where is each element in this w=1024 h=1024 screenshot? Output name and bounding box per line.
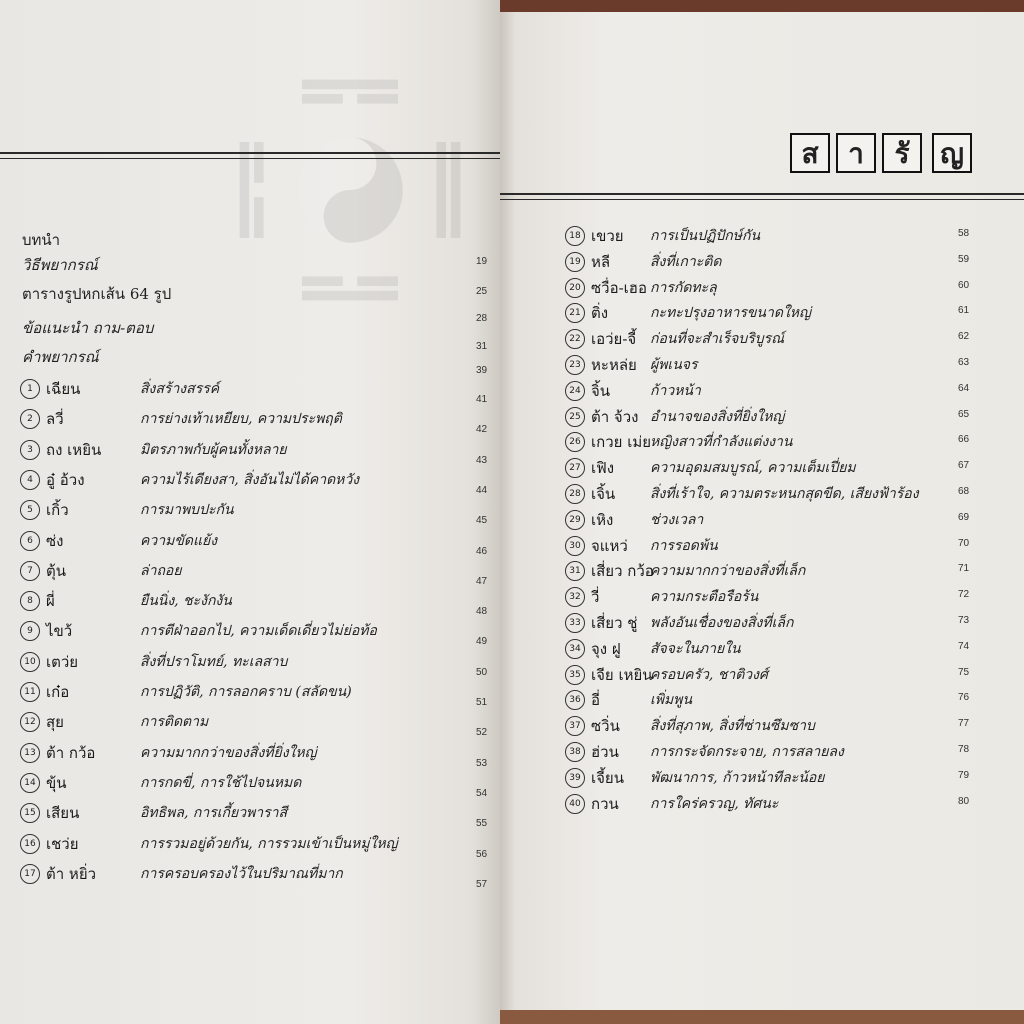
entry-name: ซวื่อ-เฮอ xyxy=(591,278,647,297)
page-number: 55 xyxy=(476,818,488,830)
page-number: 50 xyxy=(476,666,488,678)
entry-number-circle: 6 xyxy=(20,531,40,551)
toc-entry xyxy=(20,558,66,584)
entry-number-circle: 18 xyxy=(565,226,585,246)
page-number: 43 xyxy=(476,454,488,466)
toc-entry xyxy=(20,497,69,523)
entry-name: เฉียน xyxy=(46,380,81,398)
entry-name: ซวิ่น xyxy=(591,717,620,736)
page-number: 68 xyxy=(958,486,970,497)
page-number: 59 xyxy=(958,253,970,265)
entry-meaning: สัจจะในภายใน xyxy=(650,640,741,657)
entry-number-circle: 28 xyxy=(565,484,585,504)
intro-item: บทนำ xyxy=(22,231,61,249)
entry-number-circle: 23 xyxy=(565,355,585,375)
toc-entry xyxy=(20,467,85,493)
entry-number-circle: 10 xyxy=(20,652,40,672)
intro-item: วิธีพยากรณ์ xyxy=(22,256,98,274)
yin-yang-watermark xyxy=(230,70,470,310)
page-number: 57 xyxy=(476,878,488,890)
entry-name: สุย xyxy=(46,713,64,732)
toc-entry xyxy=(565,223,624,249)
entry-meaning: การครอบครองไว้ในปริมาณที่มาก xyxy=(140,865,343,882)
title-letter: ส xyxy=(790,133,830,173)
entry-number-circle: 38 xyxy=(565,742,585,762)
toc-entry xyxy=(20,861,96,887)
page-number: 60 xyxy=(958,279,970,291)
entry-name: ฮ่วน xyxy=(591,743,619,761)
entry-name: ตุ้น xyxy=(46,561,66,580)
entry-meaning: อำนาจของสิ่งที่ยิ่งใหญ่ xyxy=(650,408,785,425)
page-number: 54 xyxy=(476,787,488,799)
entry-name: ผี่ xyxy=(46,592,55,611)
toc-entry xyxy=(565,558,654,584)
entry-meaning: ก้าวหน้า xyxy=(650,382,701,399)
toc-entry xyxy=(565,584,599,610)
entry-name: อู๋ อ้วง xyxy=(46,470,85,489)
toc-entry xyxy=(565,507,613,533)
page-number: 47 xyxy=(476,575,488,587)
entry-meaning: การตีฝ่าออกไป, ความเด็ดเดี่ยวไม่ย่อท้อ xyxy=(140,623,377,640)
entry-name: จแหว่ xyxy=(591,536,628,555)
entry-number-circle: 36 xyxy=(565,690,585,710)
entry-number-circle: 5 xyxy=(20,500,40,520)
entry-number-circle: 13 xyxy=(20,743,40,763)
entry-meaning: การเป็นปฏิปักษ์กัน xyxy=(650,228,761,244)
page-number: 66 xyxy=(958,434,970,446)
entry-name: หะหล่ย xyxy=(591,356,637,374)
page-number: 65 xyxy=(958,408,970,420)
entry-meaning: พลังอันเชื่องของสิ่งที่เล็ก xyxy=(650,615,794,631)
entry-meaning: ความอุดมสมบูรณ์, ความเต็มเปี่ยม xyxy=(650,460,856,477)
entry-number-circle: 26 xyxy=(565,432,585,452)
entry-meaning: ความไร้เดียงสา, สิ่งอันไม่ได้คาดหวัง xyxy=(140,471,360,488)
entry-name: เจีย เหยิน xyxy=(591,665,653,684)
entry-name: จุง ฝู xyxy=(591,639,621,658)
entry-name: อี่ xyxy=(591,691,601,710)
toc-entry xyxy=(565,455,614,481)
entry-meaning: อิทธิพล, การเกี้ยวพาราสี xyxy=(140,805,288,822)
page-number: 41 xyxy=(476,394,488,405)
page-number: 58 xyxy=(958,228,970,239)
entry-number-circle: 2 xyxy=(20,409,40,429)
intro-item: ตารางรูปหกเส้น 64 รูป xyxy=(22,285,172,303)
entry-meaning: สิ่งที่เร้าใจ, ความตระหนกสุดขีด, เสียงฟ้าร้อง xyxy=(650,486,919,502)
entry-number-circle: 12 xyxy=(20,712,40,732)
page-number: 69 xyxy=(958,511,970,523)
entry-meaning: ยืนนิ่ง, ชะงักงัน xyxy=(140,593,232,610)
page-number: 62 xyxy=(958,331,970,343)
entry-name: จิ้น xyxy=(591,381,611,400)
page-number: 31 xyxy=(476,341,488,352)
entry-meaning: การกระจัดกระจาย, การสลายลง xyxy=(650,744,844,760)
entry-name: กวน xyxy=(591,794,619,813)
toc-entry xyxy=(20,709,64,735)
toc-entry xyxy=(20,800,79,826)
page-number: 80 xyxy=(958,795,970,807)
entry-name: เสี่ยว ชู่ xyxy=(591,614,638,632)
toc-entry xyxy=(20,437,101,463)
entry-number-circle: 39 xyxy=(565,768,585,788)
page-number: 25 xyxy=(476,286,488,297)
entry-number-circle: 14 xyxy=(20,773,40,793)
entry-name: ไขว้ xyxy=(46,622,73,641)
entry-number-circle: 22 xyxy=(565,329,585,349)
page-number: 76 xyxy=(958,692,970,704)
entry-number-circle: 4 xyxy=(20,470,40,490)
entry-meaning: ความกระตือรือร้น xyxy=(650,589,759,606)
entry-meaning: หญิงสาวที่กำลังแต่งงาน xyxy=(650,434,793,451)
toc-entry xyxy=(565,610,637,636)
toc-entry xyxy=(20,649,78,675)
entry-meaning: สิ่งสร้างสรรค์ xyxy=(140,381,220,397)
entry-name: ติ่ง xyxy=(591,304,609,323)
entry-meaning: สิ่งที่ปราโมทย์, ทะเลสาบ xyxy=(140,653,288,670)
entry-number-circle: 24 xyxy=(565,381,585,401)
page-number: 64 xyxy=(958,382,970,394)
entry-number-circle: 19 xyxy=(565,252,585,272)
toc-entry xyxy=(565,739,619,765)
entry-number-circle: 30 xyxy=(565,536,585,556)
toc-entry xyxy=(565,429,651,455)
entry-name: ขุ้น xyxy=(46,773,67,792)
page-number: 51 xyxy=(476,697,488,708)
page-number: 70 xyxy=(958,537,970,549)
entry-number-circle: 16 xyxy=(20,834,40,854)
entry-number-circle: 29 xyxy=(565,510,585,530)
page-number: 72 xyxy=(958,589,970,601)
entry-meaning: กะทะปรุงอาหารขนาดใหญ่ xyxy=(650,305,811,322)
entry-meaning: สิ่งที่เกาะติด xyxy=(650,253,722,270)
intro-item: ข้อแนะนำ ถาม-ตอบ xyxy=(22,319,154,337)
page-number: 77 xyxy=(958,718,970,730)
page-number: 46 xyxy=(476,545,488,557)
entry-name: เจิ้น xyxy=(591,485,616,503)
entry-number-circle: 25 xyxy=(565,407,585,427)
entry-name: เตว่ย xyxy=(46,652,79,671)
page-number: 39 xyxy=(476,365,488,376)
page-number: 67 xyxy=(958,460,970,472)
entry-meaning: ช่วงเวลา xyxy=(650,511,704,528)
entry-meaning: การติดตาม xyxy=(140,714,209,731)
entry-name: เก๋อ xyxy=(46,683,70,701)
toc-entry xyxy=(565,765,624,791)
header-rule-thin xyxy=(0,158,500,159)
entry-meaning: การกดขี่, การใช้ไปจนหมด xyxy=(140,774,302,791)
entry-meaning: ครอบครัว, ชาติวงศ์ xyxy=(650,666,768,683)
toc-entry xyxy=(565,352,637,378)
entry-meaning: การย่างเท้าเหยียบ, ความประพฤติ xyxy=(140,411,342,428)
page-number: 53 xyxy=(476,757,488,769)
entry-number-circle: 32 xyxy=(565,587,585,607)
entry-name: เสียน xyxy=(46,804,80,823)
page-number: 45 xyxy=(476,515,488,527)
toc-entry xyxy=(565,533,628,559)
entry-name: เสี่ยว กว้อ xyxy=(591,562,654,581)
entry-name: ซ่ง xyxy=(46,531,64,550)
page-number: 79 xyxy=(958,769,970,781)
toc-entry xyxy=(565,687,600,713)
toc-entry xyxy=(565,404,638,430)
page-number: 49 xyxy=(476,636,488,648)
page-number: 71 xyxy=(958,563,970,575)
toc-entry xyxy=(565,662,653,688)
left-page xyxy=(0,0,500,1024)
entry-name: วี่ xyxy=(591,588,600,607)
entry-meaning: การปฏิวัติ, การลอกคราบ (สลัดขน) xyxy=(140,684,352,700)
title-letter: รั xyxy=(882,133,922,173)
entry-number-circle: 37 xyxy=(565,716,585,736)
toc-entry xyxy=(20,376,80,402)
entry-number-circle: 34 xyxy=(565,639,585,659)
toc-entry xyxy=(565,713,620,739)
toc-entry xyxy=(565,275,647,301)
entry-meaning: ก่อนที่จะสำเร็จบริบูรณ์ xyxy=(650,331,785,348)
toc-entry xyxy=(565,791,619,817)
entry-name: ลวี่ xyxy=(46,410,64,429)
page-number: 61 xyxy=(958,305,970,317)
toc-entry xyxy=(20,528,64,554)
entry-meaning: การรอดพ้น xyxy=(650,537,718,554)
page-number: 63 xyxy=(958,357,970,368)
entry-name: ต้า หยิ่ว xyxy=(46,864,97,883)
entry-number-circle: 40 xyxy=(565,794,585,814)
entry-name: เจี้ยน xyxy=(591,768,624,787)
background-wall xyxy=(500,0,1024,12)
entry-meaning: การรวมอยู่ด้วยกัน, การรวมเข้าเป็นหมู่ใหญ่ xyxy=(140,835,398,852)
entry-meaning: ความมากกว่าของสิ่งที่ยิ่งใหญ่ xyxy=(140,744,317,761)
toc-entry xyxy=(20,588,55,614)
page-number: 28 xyxy=(476,313,488,324)
entry-name: เกิ้ว xyxy=(46,501,69,520)
entry-number-circle: 17 xyxy=(20,864,40,884)
entry-meaning: ความมากกว่าของสิ่งที่เล็ก xyxy=(650,563,806,580)
entry-number-circle: 15 xyxy=(20,803,40,823)
entry-number-circle: 31 xyxy=(565,561,585,581)
entry-meaning: ล่าถอย xyxy=(140,562,182,579)
entry-number-circle: 21 xyxy=(565,303,585,323)
entry-meaning: มิตรภาพกับผู้คนทั้งหลาย xyxy=(140,441,287,458)
toc-entry xyxy=(20,740,95,766)
toc-entry xyxy=(565,481,615,507)
toc-entry xyxy=(565,378,610,404)
page-number: 42 xyxy=(476,424,488,436)
page-number: 75 xyxy=(958,666,970,678)
entry-meaning: การใคร่ครวญ, ทัศนะ xyxy=(650,795,779,812)
page-number: 52 xyxy=(476,727,488,739)
entry-meaning: สิ่งที่สุภาพ, สิ่งที่ซ่านซึมซาบ xyxy=(650,718,815,735)
entry-name: เกวย เม่ย xyxy=(591,433,651,452)
entry-meaning: พัฒนาการ, ก้าวหน้าทีละน้อย xyxy=(650,769,825,786)
entry-number-circle: 20 xyxy=(565,278,585,298)
header-rule-thin xyxy=(500,199,1024,200)
toc-entry xyxy=(20,770,67,796)
title-letter: ญ xyxy=(932,133,972,173)
page-number: 73 xyxy=(958,615,970,626)
entry-name: ถง เหยิน xyxy=(46,440,102,459)
entry-number-circle: 35 xyxy=(565,665,585,685)
entry-name: หลี xyxy=(591,252,611,271)
entry-number-circle: 1 xyxy=(20,379,40,399)
page-number: 19 xyxy=(476,256,488,267)
toc-entry xyxy=(20,618,72,644)
table-edge xyxy=(500,1010,1024,1024)
toc-entry xyxy=(20,679,69,705)
toc-entry xyxy=(565,636,621,662)
entry-name: เฟิง xyxy=(591,459,615,478)
page-number: 44 xyxy=(476,484,488,496)
entry-meaning: ความขัดแย้ง xyxy=(140,532,218,549)
entry-name: ต้า จ้วง xyxy=(591,407,639,426)
entry-name: ต้า กว้อ xyxy=(46,743,96,762)
entry-number-circle: 9 xyxy=(20,621,40,641)
entry-name: เอว่ย-จี้ xyxy=(591,330,637,349)
entry-name: เขวย xyxy=(591,227,624,245)
entry-number-circle: 3 xyxy=(20,440,40,460)
toc-entry xyxy=(565,249,610,275)
entry-number-circle: 27 xyxy=(565,458,585,478)
entry-meaning: การมาพบปะกัน xyxy=(140,502,234,519)
entry-meaning: เพิ่มพูน xyxy=(650,692,693,709)
entry-name: เหิง xyxy=(591,510,614,529)
intro-item: คำพยากรณ์ xyxy=(22,348,99,366)
entry-name: เชว่ย xyxy=(46,834,79,853)
page-number: 48 xyxy=(476,606,488,618)
header-rule xyxy=(500,193,1024,195)
toc-entry xyxy=(565,300,608,326)
entry-meaning: การกัดทะลุ xyxy=(650,279,717,296)
entry-number-circle: 11 xyxy=(20,682,40,702)
entry-number-circle: 7 xyxy=(20,561,40,581)
title-letter: า xyxy=(836,133,876,173)
header-rule xyxy=(0,152,500,154)
toc-entry xyxy=(20,406,64,432)
entry-number-circle: 33 xyxy=(565,613,585,633)
page-number: 74 xyxy=(958,640,970,652)
page-number: 78 xyxy=(958,744,970,755)
toc-entry xyxy=(20,831,79,857)
entry-number-circle: 8 xyxy=(20,591,40,611)
page-number: 56 xyxy=(476,848,488,860)
toc-entry xyxy=(565,326,636,352)
entry-meaning: ผู้พเนจร xyxy=(650,357,698,373)
